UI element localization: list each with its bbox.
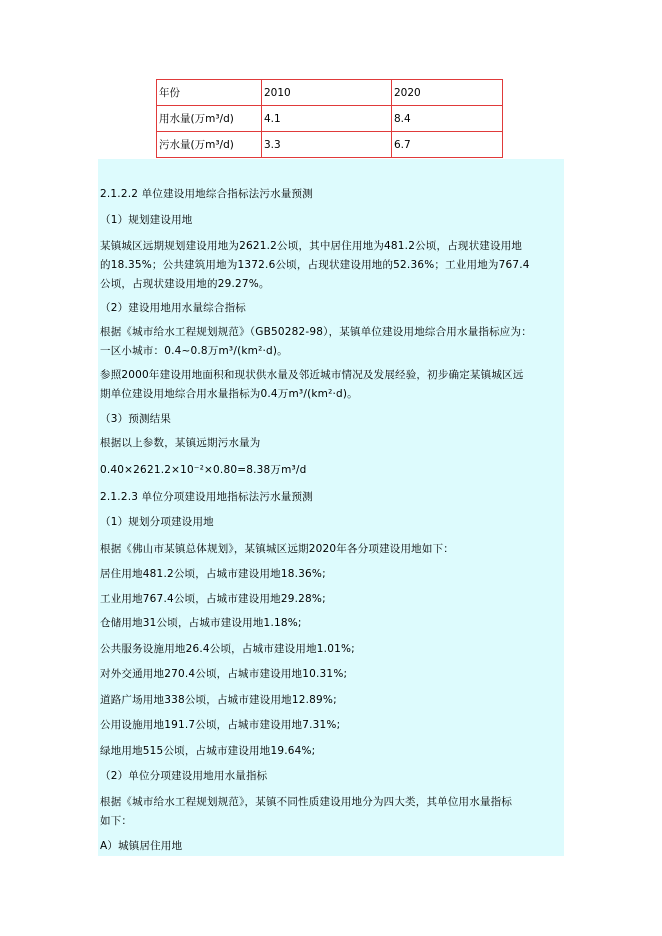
subsection-heading: （2）建设用地用水量综合指标 [100,302,246,314]
subsection-heading: （1）规划分项建设用地 [100,516,214,528]
table-cell: 4.1 [262,106,392,132]
table-row [157,80,503,106]
section-heading: 2.1.2.3 单位分项建设用地指标法污水量预测 [100,491,313,503]
table-row [157,132,503,158]
paragraph-line: 公顷，占现状建设用地的29.27%。 [100,278,270,290]
list-item: 绿地用地515公顷，占城市建设用地19.64%; [100,745,316,757]
table-cell: 污水量(万m³/d) [157,132,262,158]
table-cell: 3.3 [262,132,392,158]
subsection-heading: （1）规划建设用地 [100,214,193,226]
table-cell: 用水量(万m³/d) [157,106,262,132]
subsection-heading: （3）预测结果 [100,413,172,425]
paragraph-line: 一区小城市：0.4~0.8万m³/(km²·d)。 [100,345,288,357]
paragraph-line: 根据《城市给水工程规划规范》，某镇不同性质建设用地分为四大类，其单位用水量指标 [100,796,513,808]
paragraph-line: 根据以上参数，某镇远期污水量为 [100,437,261,449]
list-item: 工业用地767.4公顷，占城市建设用地29.28%; [100,593,326,605]
table-cell: 年份 [157,80,262,106]
paragraph-line: 如下： [100,815,133,827]
paragraph-line: 期单位建设用地综合用水量指标为0.4万m³/(km²·d)。 [100,388,358,400]
section-heading: 2.1.2.2 单位建设用地综合指标法污水量预测 [100,188,313,200]
paragraph-line: 参照2000年建设用地面积和现状供水量及邻近城市情况及发展经验，初步确定某镇城区远 [100,369,524,381]
table-cell: 8.4 [392,106,503,132]
formula-line: 0.40×2621.2×10⁻²×0.80=8.38万m³/d [100,464,307,476]
list-item: 公用设施用地191.7公顷，占城市建设用地7.31%; [100,719,341,731]
paragraph-line: 根据《城市给水工程规划规范》（GB50282-98），某镇单位建设用地综合用水量指标应为： [100,326,532,338]
table-cell: 2020 [392,80,503,106]
paragraph-line: 根据《佛山市某镇总体规划》，某镇城区远期2020年各分项建设用地如下： [100,543,454,555]
water-table [156,79,503,158]
paragraph-line: 某镇城区远期规划建设用地为2621.2公顷，其中居住用地为481.2公顷，占现状建设用地 [100,240,523,252]
subsection-heading: A）城镇居住用地 [100,840,183,852]
list-item: 仓储用地31公顷，占城市建设用地1.18%; [100,617,302,629]
table-cell: 2010 [262,80,392,106]
list-item: 道路广场用地338公顷，占城市建设用地12.89%; [100,694,337,706]
table-cell: 6.7 [392,132,503,158]
list-item: 对外交通用地270.4公顷，占城市建设用地10.31%; [100,668,348,680]
list-item: 公共服务设施用地26.4公顷，占城市建设用地1.01%; [100,643,355,655]
subsection-heading: （2）单位分项建设用地用水量指标 [100,770,268,782]
list-item: 居住用地481.2公顷，占城市建设用地18.36%; [100,568,326,580]
table-row [157,106,503,132]
paragraph-line: 的18.35%；公共建筑用地为1372.6公顷，占现状建设用地的52.36%；工业用地为767.4 [100,259,530,271]
